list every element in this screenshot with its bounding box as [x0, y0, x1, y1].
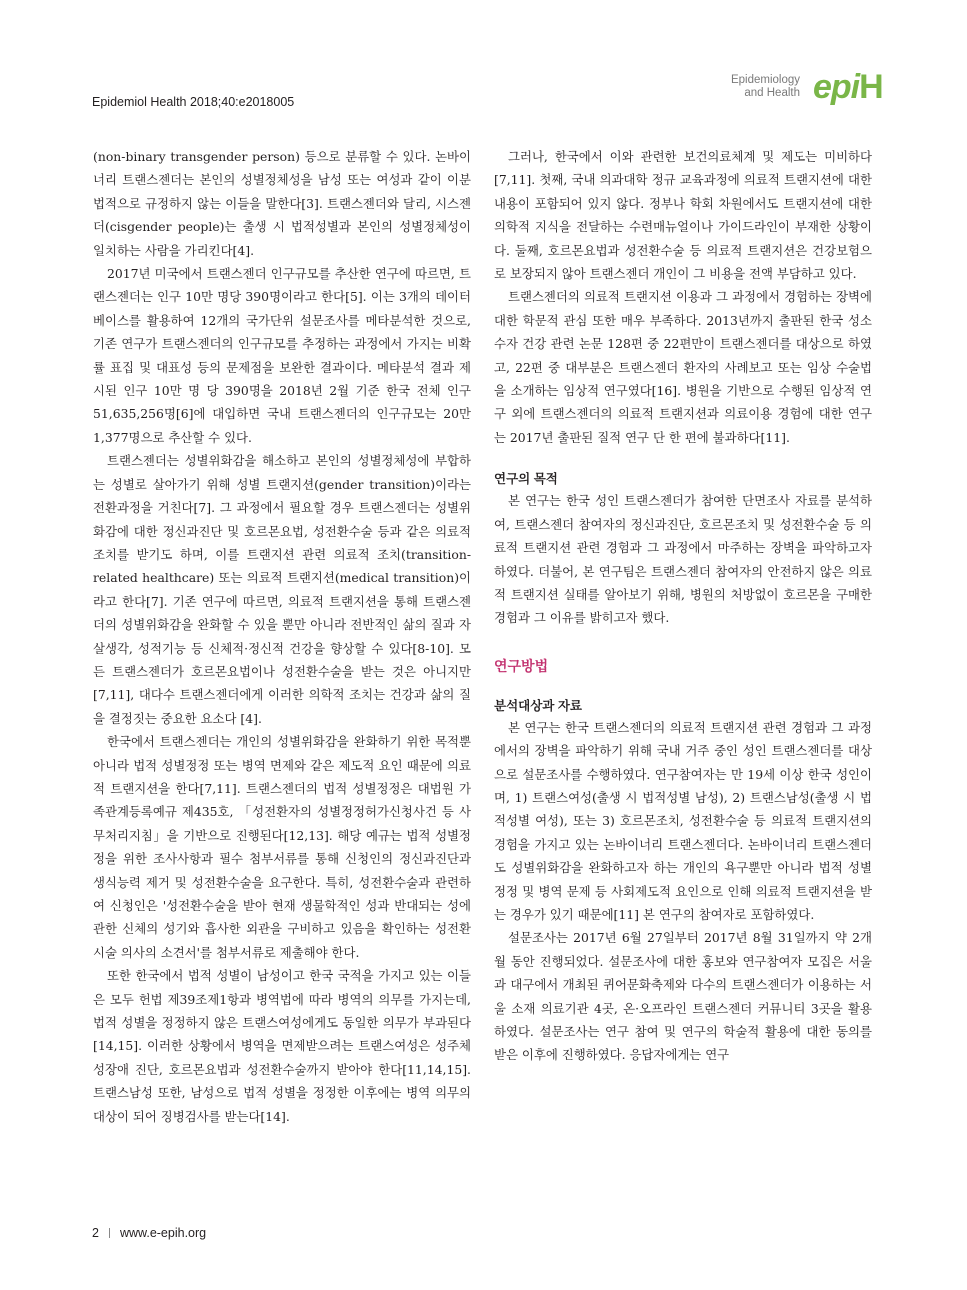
paragraph: 2017년 미국에서 트랜스젠더 인구규모를 추산한 연구에 따르면, 트랜스젠더는 인구 10만 명당 390명이라고 한다[5]. 이는 3개의 데이터베이스를 활용하여 12개의 국가단위 설문조사를 메타분석한 것으로, 기존 연구가 트랜스젠더의 인구규모를 추정하는 과정에서 가지는 비확률 표집 및 대표성 등의 문제점을 보완한 결과이다. 메타분석 결과 제시된 인구 10만 명 당 390명을 2018년 2월 기준 한국 전체 인구 51,635,256명[6]에 대입하면 국내 트랜스젠더의 인구규모는 20만 1,377명으로 추산할 수 있다.	[93, 266, 471, 445]
paragraph: 본 연구는 한국 트랜스젠더의 의료적 트랜지션 관련 경험과 그 과정에서의 장벽을 파악하기 위해 국내 거주 중인 성인 트랜스젠더를 대상으로 설문조사를 수행하였다. 연구참여자는 만 19세 이상 한국 성인이며, 1) 트랜스여성(출생 시 법적성별 남성), 2) 트랜스남성(출생 시 법적성별 여성), 또는 3) 호르몬조치, 성전환수술 등 의료적 트랜지션의 경험을 가지고 있는 논바이너리 트랜스젠더다. 논바이너리 트랜스젠더도 성별위화감을 완화하고자 하는 개인의 욕구뿐만 아니라 법적 성별정정 및 병역 문제 등 사회제도적 요인으로 인해 의료적 트랜지션을 받는 경우가 있기 때문에[11] 본 연구의 참여자로 포함하였다.	[494, 719, 872, 922]
right-column	[494, 145, 872, 1067]
logo-line-2: and Health	[744, 87, 800, 99]
page-footer	[92, 1226, 206, 1240]
journal-logo	[716, 68, 886, 114]
website-link[interactable]: www.e-epih.org	[119, 1226, 207, 1240]
logo-mark-h: H	[859, 68, 883, 106]
paragraph: 설문조사는 2017년 6월 27일부터 2017년 8월 31일까지 약 2개월 동안 진행되었다. 설문조사에 대한 홍보와 연구참여자 모집은 서울과 대구에서 개최된 퀴어문화축제와 다수의 트랜스젠더가 이용하는 서울 소재 의료기관 4곳, 온·오프라인 트랜스젠더 커뮤니티 3곳을 활용하였다. 설문조사는 연구 참여 및 연구의 학술적 활용에 대한 동의를 받은 이후에 진행하였다. 응답자에게는 연구	[494, 930, 872, 1063]
paragraph: (non-binary transgender person) 등으로 분류할 수 있다. 논바이너리 트랜스젠더는 본인의 성별정체성을 남성 또는 여성과 같이 이분법적으로 규정하지 않는 이들을 말한다[3]. 트랜스젠더와 달리, 시스젠더(cisgender people)는 출생 시 법적성별과 본인의 성별정체성이 일치하는 사람을 가리킨다[4].	[93, 149, 471, 258]
subjects-heading: 분석대상과 자료	[494, 698, 582, 713]
paragraph: 그러나, 한국에서 이와 관련한 보건의료체계 및 제도는 미비하다[7,11]. 첫째, 국내 의과대학 정규 교육과정에 의료적 트랜지션에 대한 내용이 포함되어 있지 않다. 정부나 학회 차원에서도 트랜지션에 대한 의학적 지식을 전달하는 수련매뉴얼이나 가이드라인이 부재한 상황이다. 둘째, 호르몬요법과 성전환수술 등 의료적 트랜지션은 건강보험으로 보장되지 않아 트랜스젠더 개인이 그 비용을 전액 부담하고 있다.	[494, 149, 872, 282]
paragraph: 트랜스젠더의 의료적 트랜지션 이용과 그 과정에서 경험하는 장벽에 대한 학문적 관심 또한 매우 부족하다. 2013년까지 출판된 한국 성소수자 건강 관련 논문 128편 중 22편만이 트랜스젠더를 대상으로 하였고, 22편 중 대부분은 트랜스젠더 환자의 사례보고 또는 임상 수술법을 소개하는 임상적 연구였다[16]. 병원을 기반으로 수행된 임상적 연구 외에 트랜스젠더의 의료적 트랜지션과 의료이용 경험에 대한 연구는 2017년 출판된 질적 연구 단 한 편에 불과하다[11].	[494, 289, 872, 445]
paragraph: 또한 한국에서 법적 성별이 남성이고 한국 국적을 가지고 있는 이들은 모두 헌법 제39조제1항과 병역법에 따라 병역의 의무를 가지는데, 법적 성별을 정정하지 않은 트랜스여성에게도 동일한 의무가 부과된다[14,15]. 이러한 상황에서 병역을 면제받으려는 트랜스여성은 성주체성장애 진단, 호르몬요법과 성전환수술까지 받아야 한다[11,14,15]. 트랜스남성 또한, 남성으로 법적 성별을 정정한 이후에는 병역 의무의 대상이 되어 징병검사를 받는다[14].	[93, 968, 471, 1124]
logo-mark	[813, 68, 883, 107]
logo-text	[731, 74, 800, 100]
journal-citation: Epidemiol Health 2018;40:e2018005	[92, 95, 295, 109]
logo-line-1: Epidemiology	[730, 74, 800, 86]
logo-mark-epi: epi	[813, 68, 860, 106]
paragraph: 트랜스젠더는 성별위화감을 해소하고 본인의 성별정체성에 부합하는 성별로 살아가기 위해 성별 트랜지션(gender transition)이라는 전환과정을 거친다[7]. 그 과정에서 필요할 경우 트랜스젠더는 성별위화감에 대한 정신과진단 및 호르몬요법, 성전환수술 등과 같은 의료적 조치를 받기도 하며, 이를 트랜지션 관련 의료적 조치(transition-related healthcare) 또는 의료적 트랜지션(medical transition)이라고 한다[7]. 기존 연구에 따르면, 의료적 트랜지션을 통해 트랜스젠더의 성별위화감을 완화할 수 있을 뿐만 아니라 전반적인 삶의 질과 자살생각, 성적기능 등 신체적·정신적 건강을 향상할 수 있다[8-10]. 모든 트랜스젠더가 호르몬요법이나 성전환수술을 받는 것은 아니지만[7,11], 대다수 트랜스젠더에게 이러한 의학적 조치는 건강과 삶의 질을 결정짓는 중요한 요소다 [4].	[93, 453, 471, 726]
paragraph: 본 연구는 한국 성인 트랜스젠더가 참여한 단면조사 자료를 분석하여, 트랜스젠더 참여자의 정신과진단, 호르몬조치 및 성전환수술 등 의료적 트랜지션 관련 경험과 그 과정에서 마주하는 장벽을 파악하고자 하였다. 더불어, 본 연구팀은 트랜스젠더 참여자의 안전하지 않은 의료적 트랜지션 실태를 알아보기 위해, 병원의 처방없이 호르몬을 구매한 경험과 그 이유를 밝히고자 했다.	[494, 493, 872, 626]
footer-divider	[109, 1228, 110, 1238]
left-column	[93, 145, 471, 1128]
methods-section-heading: 연구방법	[494, 657, 549, 674]
paragraph: 한국에서 트랜스젠더는 개인의 성별위화감을 완화하기 위한 목적뿐 아니라 법적 성별정정 또는 병역 면제와 같은 제도적 요인 때문에 의료적 트랜지션을 한다[7,11]. 트랜스젠더의 법적 성별정정은 대법원 가족관계등록예규 제435호, 「성전환자의 성별정정허가신청사건 등 사무처리지침」을 기반으로 진행된다[12,13]. 해당 예규는 법적 성별정정을 위한 조사사항과 필수 첨부서류를 통해 신청인의 정신과진단과 생식능력 제거 및 성전환수술을 요구한다. 특히, 성전환수술과 관련하여 신청인은 '성전환수술을 받아 현재 생물학적인 성과 반대되는 성에 관한 신체의 성기와 흡사한 외관을 구비하고 있음을 확인하는 성전환시술 의사의 소견서'를 첨부서류로 제출해야 한다.	[93, 734, 471, 960]
page-number: 2	[92, 1226, 99, 1240]
aim-heading: 연구의 목적	[494, 472, 558, 487]
